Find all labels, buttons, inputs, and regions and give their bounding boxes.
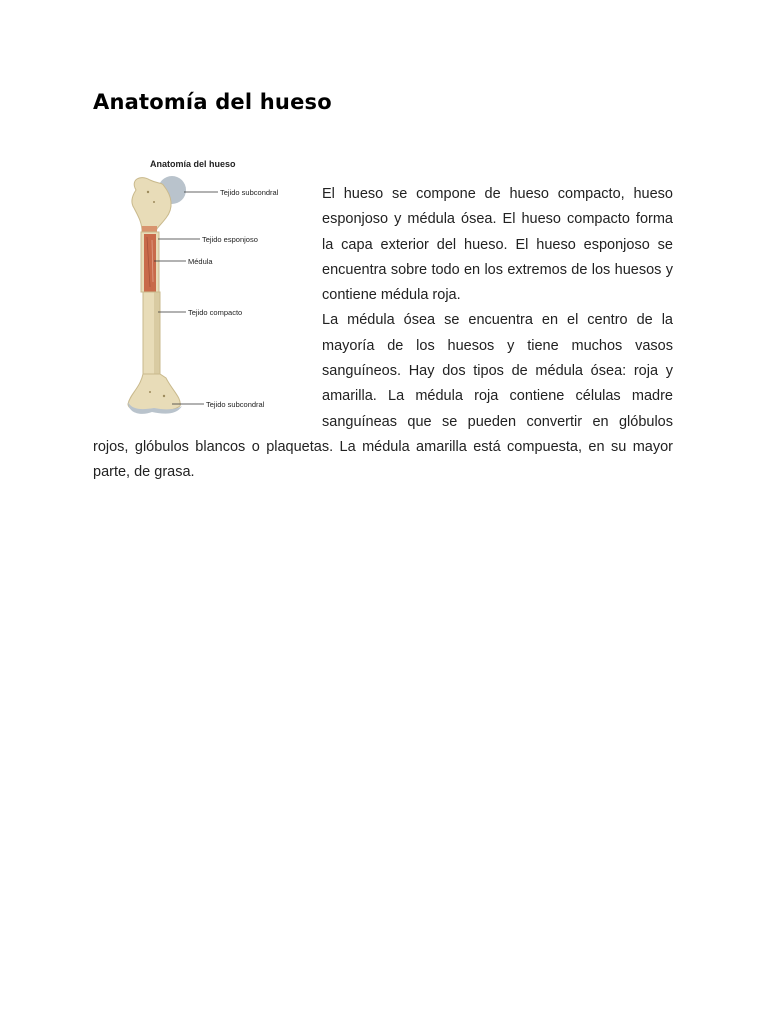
label-medula: Médula	[188, 257, 213, 266]
paragraph-2: La médula ósea se encuentra en el centro de la mayoría de los huesos y tiene muchos vasos sanguíneos. Hay dos tipos de médula ósea: roja y amarilla. La médula roja contiene células madre sanguíneas que se pueden convertir en glóbulos rojos, glóbulos blancos o plaquetas. La médula amarilla está compuesta, en su mayor parte, de grasa.	[93, 312, 673, 481]
paragraph-1: El hueso se compone de hueso compacto, hueso esponjoso y médula ósea. El hueso compacto forma la capa exterior del hueso. El hueso esponjoso se encuentra sobre todo en los extremos de los huesos y contiene médula roja.	[322, 186, 673, 304]
figure-title: Anatomía del hueso	[150, 159, 236, 169]
label-tejido-esponjoso: Tejido esponjoso	[202, 235, 258, 244]
label-tejido-subcondral-bottom: Tejido subcondral	[206, 400, 265, 409]
label-tejido-subcondral-top: Tejido subcondral	[220, 188, 279, 197]
label-tejido-compacto: Tejido compacto	[188, 308, 243, 317]
body-text	[93, 182, 673, 486]
page-title: Anatomía del hueso	[93, 90, 332, 114]
